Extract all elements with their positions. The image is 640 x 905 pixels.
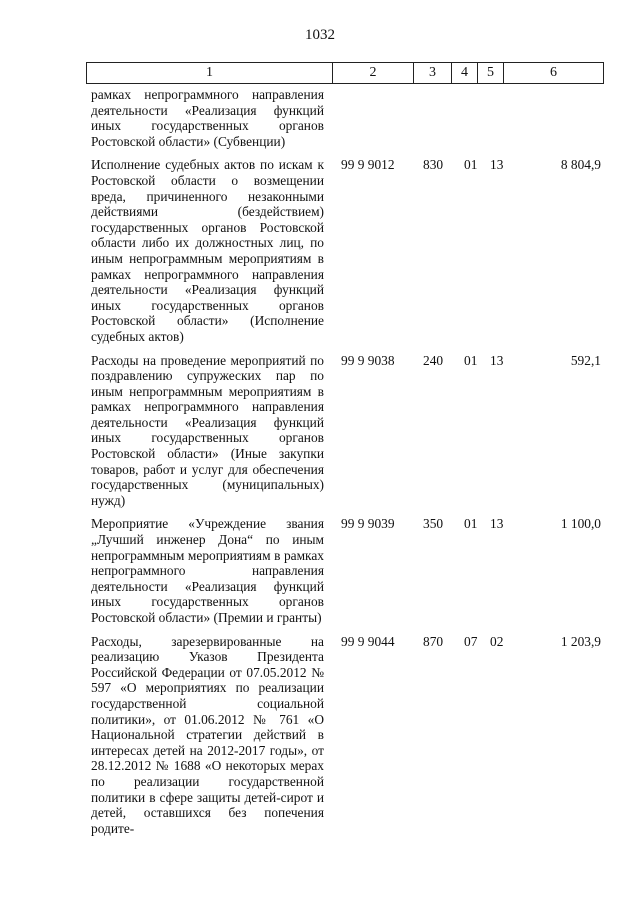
column-header-6: 6 [504,63,604,84]
row-amount: 1 203,9 [560,633,601,649]
table-row [91,87,601,149]
column-header-table [86,62,604,84]
budget-table-body [91,87,601,844]
column-header-1: 1 [87,63,333,84]
row-expense-type: 870 [423,633,444,649]
row-description: Расходы на проведение мероприятий по поздравлению супружеских пар по иным непрограммным мероприятиям в рамках непрограммного направления деятельности «Реализация функций иных государственных органов Ростовской области» (Иные закупки товаров, работ и услуг для обеспечения государственных (муниципальных) нужд) [91,352,324,508]
row-section: 07 [464,633,478,649]
row-amount: 8 804,9 [560,157,601,173]
row-description: рамках непрограммного направления деятельности «Реализация функций иных государственных органов Ростовской области» (Субвенции) [91,87,324,149]
column-header-2: 2 [333,63,414,84]
row-description: Расходы, зарезервированные на реализацию Указов Президента Российской Федерации от 07.05.2012 № 597 «О мероприятиях по реализации государственной социальной политики», от 01.06.2012 № 761 «О Национальной стратегии действий в интересах детей на 2012-2017 годы», от 28.12.2012 № 1688 «О некоторых мерах по реализации государственной политики в сфере защиты детей-сирот и детей, оставшихся без попечения родите- [91,633,324,836]
row-description: Мероприятие «Учреждение звания „Лучший инженер Дона“ по иным непрограммным мероприятиям в рамках непрограммного направления деятельности «Реализация функций иных государственных органов Ростовской области» (Премии и гранты) [91,516,324,625]
column-header-5: 5 [478,63,504,84]
row-target-code: 99 9 9012 [341,157,395,173]
row-section: 01 [464,352,478,368]
row-description: Исполнение судебных актов по искам к Ростовской области о возмещении вреда, причиненного незаконными действиями (бездействием) государственных органов Ростовской области либо их должностных лиц, по иным непрограммным мероприятиям в рамках непрограммного направления деятельности «Реализация функций иных государственных органов Ростовской области» (Исполнение судебных актов) [91,157,324,344]
row-target-code: 99 9 9044 [341,633,395,649]
row-section: 01 [464,516,478,532]
row-subsection: 13 [490,157,504,173]
row-amount: 592,1 [570,352,601,368]
row-expense-type: 240 [423,352,444,368]
table-row [91,353,601,509]
row-subsection: 02 [490,633,504,649]
column-header-row [87,63,604,84]
column-header-4: 4 [452,63,478,84]
row-expense-type: 350 [423,516,444,532]
column-header-3: 3 [414,63,452,84]
row-target-code: 99 9 9038 [341,352,395,368]
row-expense-type: 830 [423,157,444,173]
table-row [91,157,601,344]
row-target-code: 99 9 9039 [341,516,395,532]
page-number: 1032 [305,27,335,43]
row-subsection: 13 [490,516,504,532]
table-row [91,634,601,837]
table-row [91,516,601,625]
row-subsection: 13 [490,352,504,368]
row-amount: 1 100,0 [560,516,601,532]
row-section: 01 [464,157,478,173]
